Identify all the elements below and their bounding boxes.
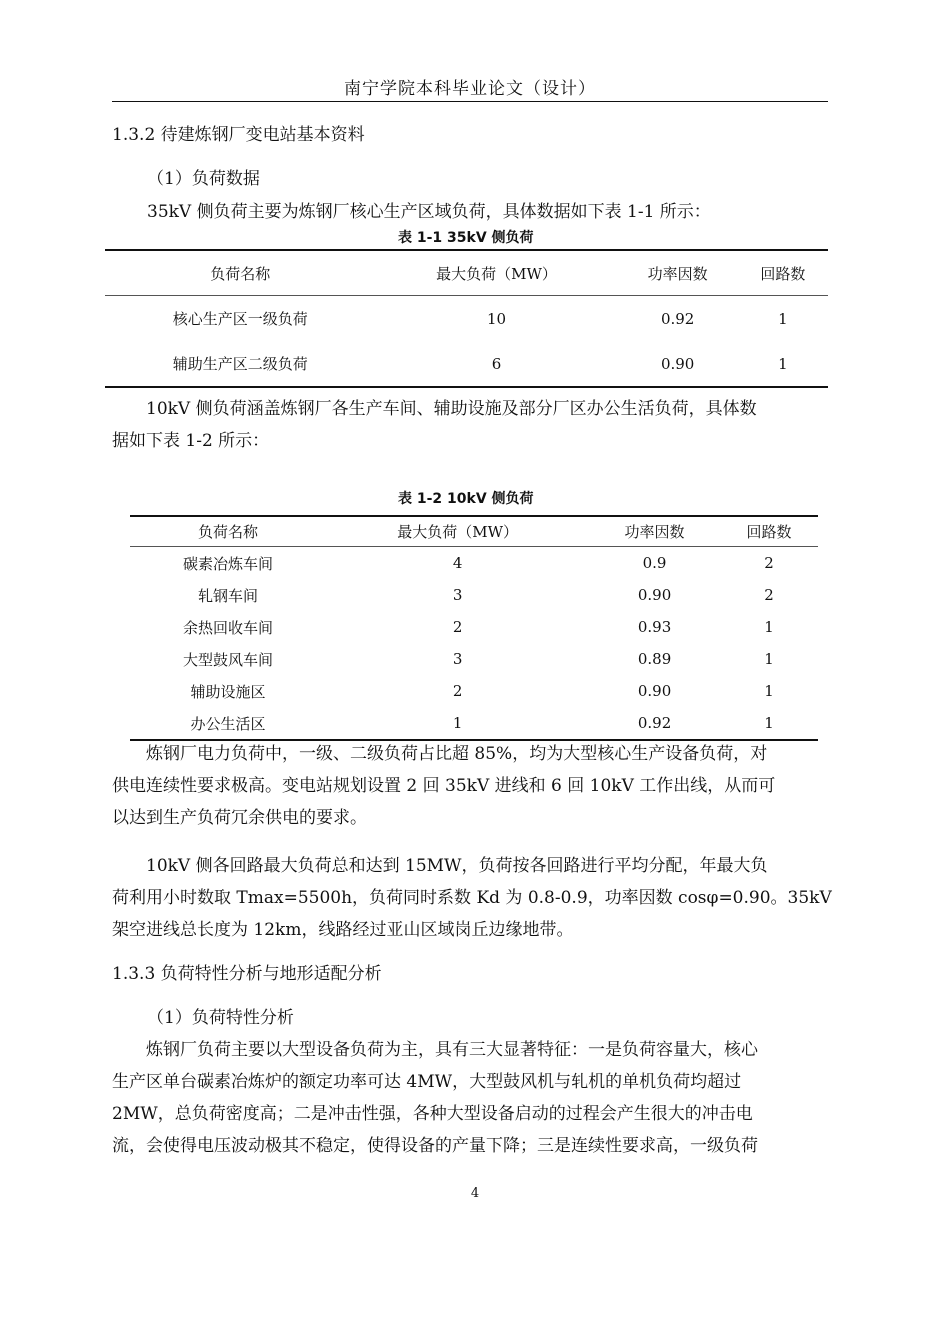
table-row bbox=[130, 579, 818, 611]
cell-load-name: 办公生活区 bbox=[190, 714, 266, 733]
paragraph-line: 生产区单台碳素冶炼炉的额定功率可达 4MW，大型鼓风机与轧机的单机负荷均超过 bbox=[112, 1072, 742, 1092]
column-header-power-factor: 功率因数 bbox=[589, 516, 720, 547]
column-header-load-name: 负荷名称 bbox=[130, 516, 326, 547]
paragraph-load-share bbox=[112, 738, 838, 834]
paragraph-line: 以达到生产负荷冗余供电的要求。 bbox=[112, 808, 367, 828]
cell-load-name: 轧钢车间 bbox=[198, 586, 259, 605]
cell-circuits: 1 bbox=[764, 682, 774, 700]
cell-max-load: 3 bbox=[452, 650, 463, 668]
paragraph-line: 架空进线总长度为 12km，线路经过亚山区域岗丘边缘地带。 bbox=[112, 920, 574, 940]
paragraph-line: 10kV 侧各回路最大负荷总和达到 15MW，负荷按各回路进行平均分配，年最大负 bbox=[146, 856, 768, 876]
cell-max-load: 6 bbox=[491, 354, 502, 373]
cell-load-name: 大型鼓风车间 bbox=[183, 650, 274, 669]
intro-35kv-text: 35kV 侧负荷主要为炼钢厂核心生产区域负荷，具体数据如下表 1-1 所示： bbox=[147, 202, 711, 222]
cell-circuits: 1 bbox=[778, 309, 788, 328]
section-heading-1-3-2: 1.3.2 待建炼钢厂变电站基本资料 bbox=[112, 125, 365, 145]
cell-load-name: 辅助设施区 bbox=[190, 682, 266, 701]
paragraph-line: 2MW，总负荷密度高；二是冲击性强，各种大型设备启动的过程会产生很大的冲击电 bbox=[112, 1104, 753, 1124]
table-10kv-load bbox=[130, 515, 818, 741]
paragraph-line: 10kV 侧负荷涵盖炼钢厂各生产车间、辅助设施及部分厂区办公生活负荷，具体数 bbox=[146, 399, 757, 419]
paragraph-line: 荷利用小时数取 Tmax=5500h，负荷同时系数 Kd 为 0.8-0.9，功率因数 cosφ=0.90。35kV bbox=[112, 888, 832, 908]
cell-max-load: 1 bbox=[452, 714, 463, 732]
cell-max-load: 2 bbox=[452, 618, 463, 636]
paragraph-line: 供电连续性要求极高。变电站规划设置 2 回 35kV 进线和 6 回 10kV 工作出线，从而可 bbox=[112, 776, 776, 796]
cell-power-factor: 0.90 bbox=[637, 586, 672, 604]
cell-load-name: 核心生产区一级负荷 bbox=[172, 310, 308, 328]
column-header-max-load: 最大负荷（MW） bbox=[326, 516, 589, 547]
subheading-load-data: （1）负荷数据 bbox=[147, 169, 260, 189]
column-header-power-factor: 功率因数 bbox=[618, 250, 738, 296]
subheading-load-characteristics: （1）负荷特性分析 bbox=[147, 1008, 294, 1028]
table-row bbox=[130, 643, 818, 675]
paragraph-line: 炼钢厂电力负荷中，一级、二级负荷占比超 85%，均为大型核心生产设备负荷，对 bbox=[146, 744, 768, 764]
column-header-circuits: 回路数 bbox=[720, 516, 818, 547]
table-row bbox=[105, 296, 828, 342]
table1-caption: 表 1-1 35kV 侧负荷 bbox=[398, 230, 534, 246]
cell-max-load: 4 bbox=[452, 554, 463, 572]
table-header-row bbox=[130, 516, 818, 547]
column-header-load-name: 负荷名称 bbox=[105, 250, 376, 296]
column-header-max-load: 最大负荷（MW） bbox=[376, 250, 618, 296]
section-heading-1-3-3: 1.3.3 负荷特性分析与地形适配分析 bbox=[112, 964, 382, 984]
cell-max-load: 10 bbox=[486, 309, 507, 328]
cell-circuits: 2 bbox=[764, 586, 774, 604]
cell-power-factor: 0.92 bbox=[660, 309, 695, 328]
header-divider bbox=[112, 101, 828, 102]
cell-max-load: 2 bbox=[452, 682, 463, 700]
cell-circuits: 2 bbox=[764, 554, 774, 572]
table-row bbox=[105, 341, 828, 387]
cell-power-factor: 0.90 bbox=[660, 354, 695, 373]
table-row bbox=[130, 707, 818, 740]
cell-power-factor: 0.93 bbox=[637, 618, 672, 636]
paragraph-line: 据如下表 1-2 所示： bbox=[112, 431, 270, 451]
table-row bbox=[130, 547, 818, 580]
cell-circuits: 1 bbox=[764, 650, 774, 668]
cell-power-factor: 0.89 bbox=[637, 650, 672, 668]
paragraph-line: 流，会使得电压波动极其不稳定，使得设备的产量下降；三是连续性要求高，一级负荷 bbox=[112, 1136, 758, 1156]
table-header-row bbox=[105, 250, 828, 296]
cell-max-load: 3 bbox=[452, 586, 463, 604]
cell-circuits: 1 bbox=[764, 714, 774, 732]
page-number: 4 bbox=[470, 1186, 480, 1201]
table2-caption: 表 1-2 10kV 侧负荷 bbox=[398, 491, 534, 507]
column-header-circuits: 回路数 bbox=[738, 250, 828, 296]
cell-power-factor: 0.90 bbox=[637, 682, 672, 700]
paragraph-10kv-load bbox=[112, 393, 838, 457]
cell-load-name: 碳素冶炼车间 bbox=[183, 554, 274, 573]
table-row bbox=[130, 611, 818, 643]
paragraph-load-characteristics bbox=[112, 1034, 838, 1162]
cell-power-factor: 0.92 bbox=[637, 714, 672, 732]
table-35kv-load bbox=[105, 249, 828, 388]
cell-circuits: 1 bbox=[778, 354, 788, 373]
cell-load-name: 余热回收车间 bbox=[183, 618, 274, 637]
paragraph-10kv-total bbox=[112, 850, 838, 946]
cell-load-name: 辅助生产区二级负荷 bbox=[172, 355, 308, 373]
table-row bbox=[130, 675, 818, 707]
cell-power-factor: 0.9 bbox=[642, 554, 667, 572]
cell-circuits: 1 bbox=[764, 618, 774, 636]
paragraph-line: 炼钢厂负荷主要以大型设备负荷为主，具有三大显著特征：一是负荷容量大，核心 bbox=[146, 1040, 758, 1060]
page-header-title: 南宁学院本科毕业论文（设计） bbox=[344, 79, 596, 99]
